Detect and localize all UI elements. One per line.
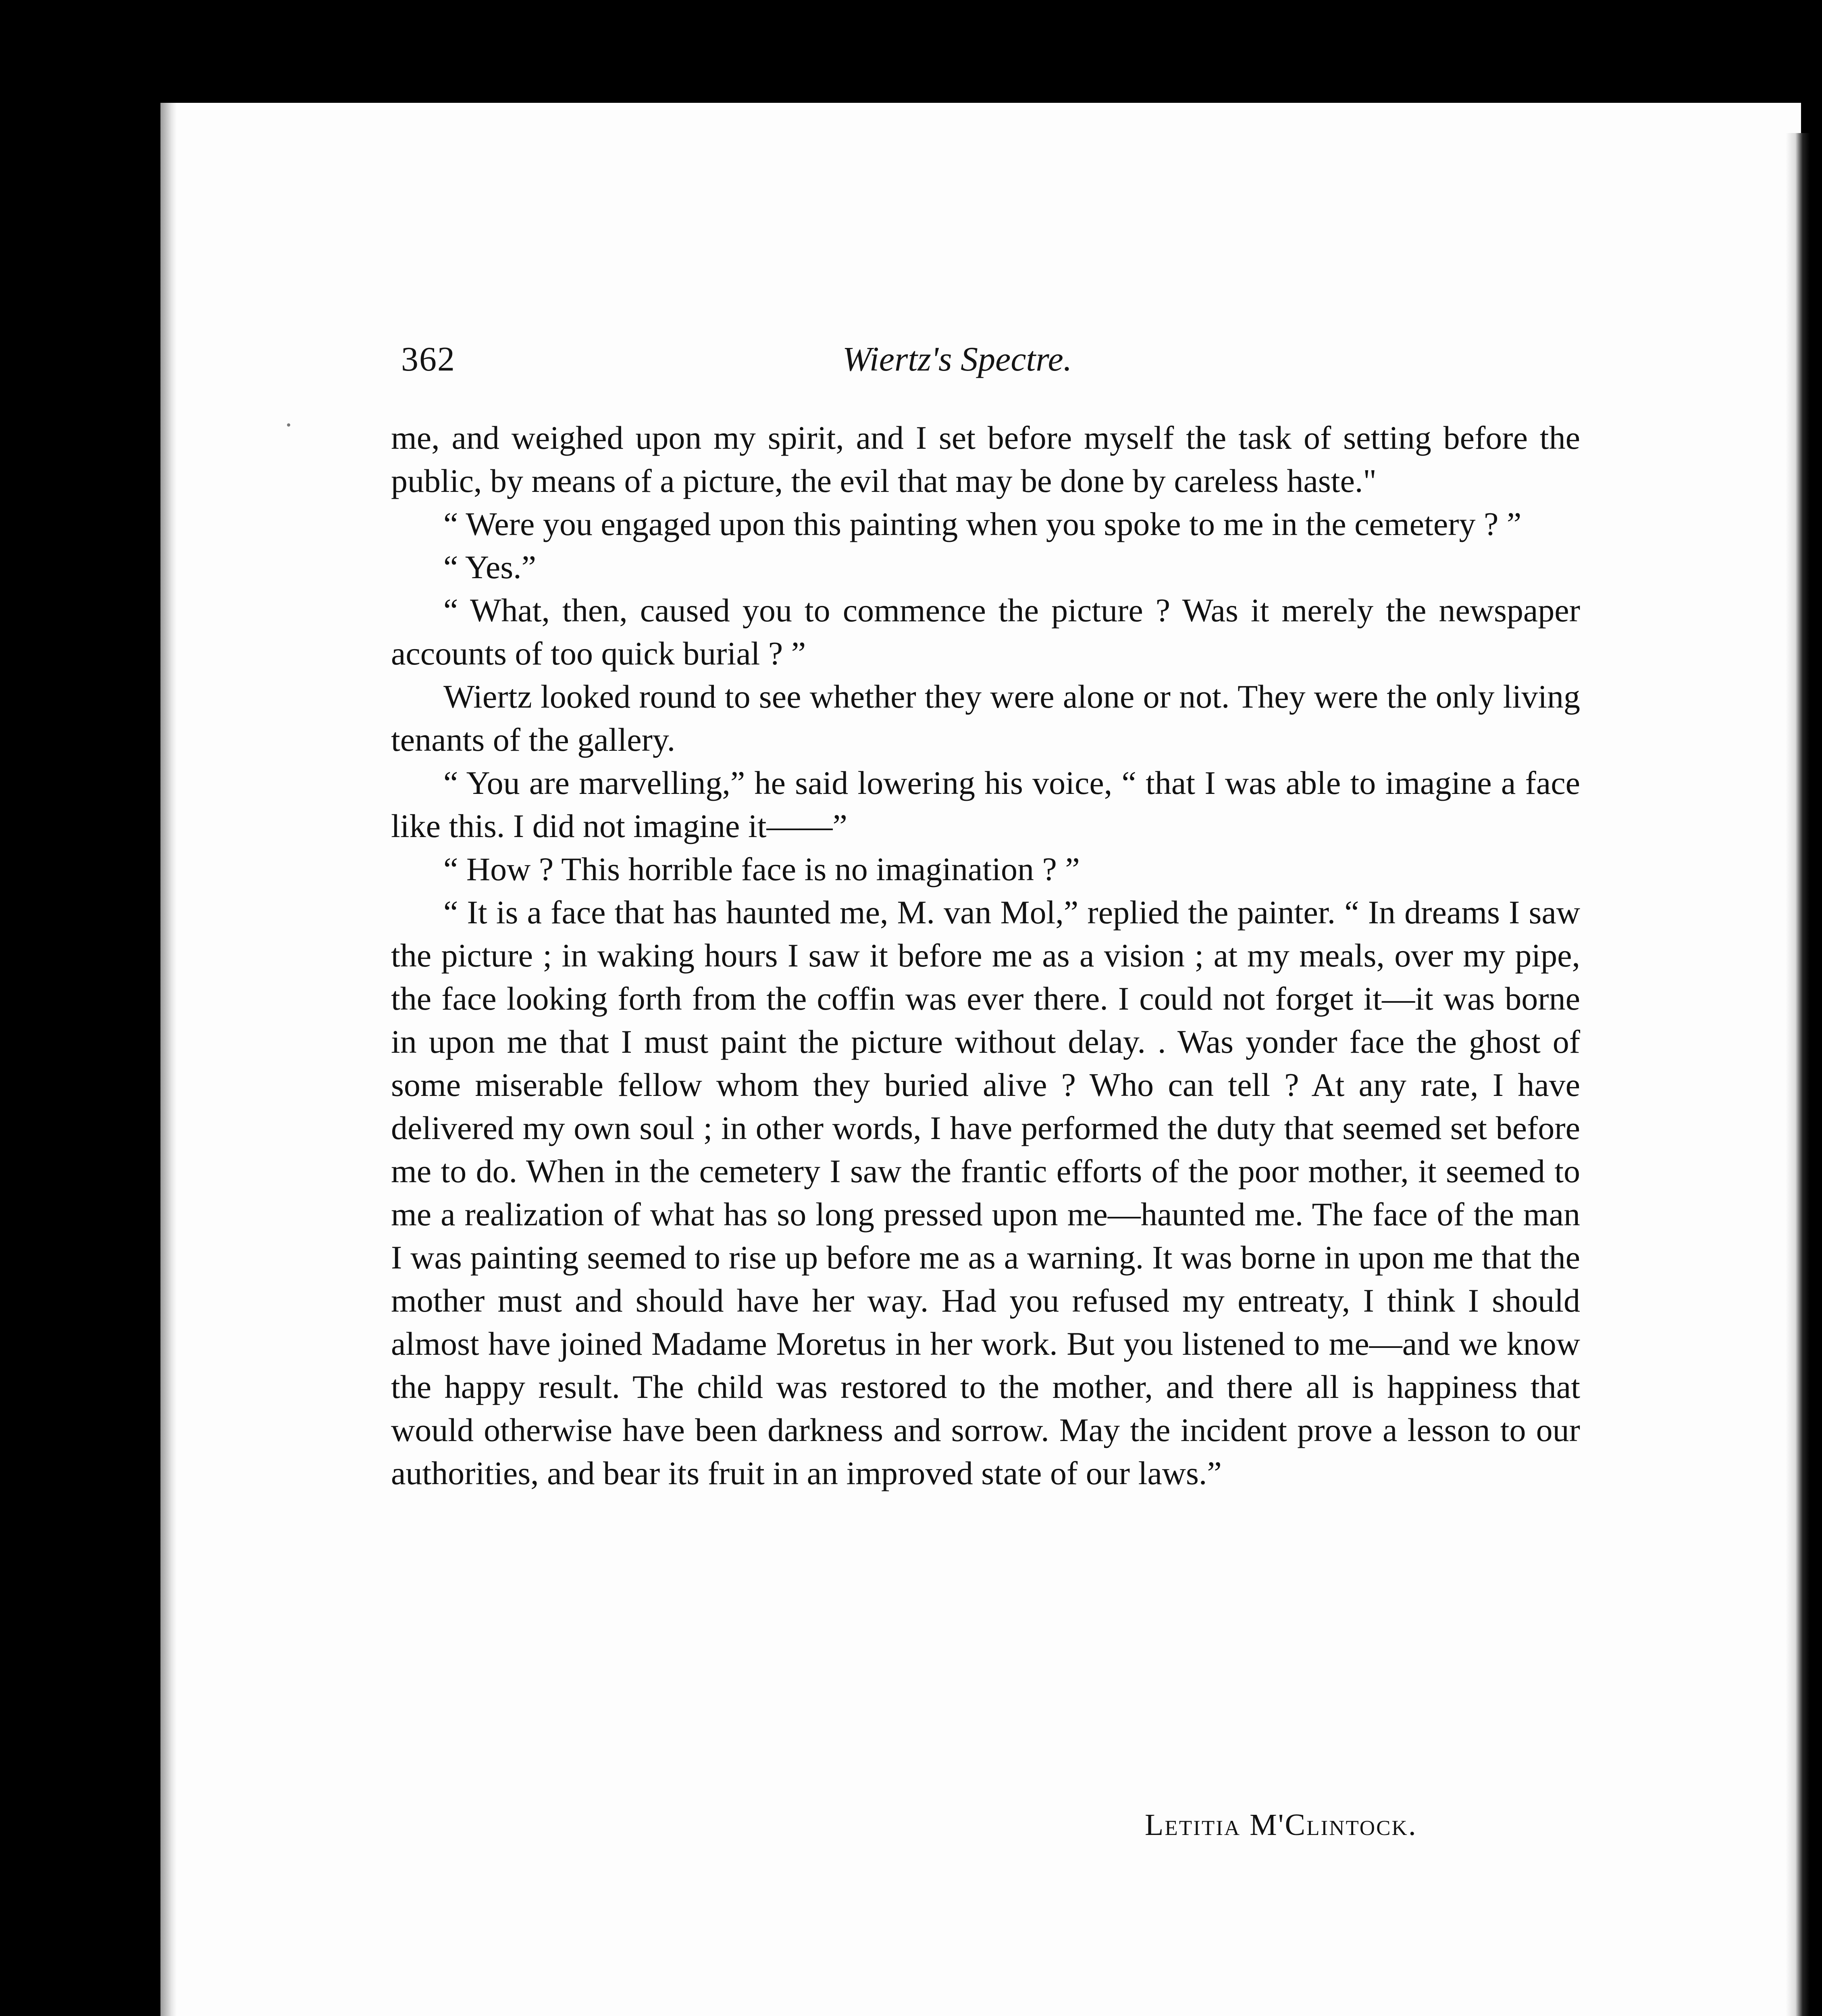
- paragraph: “ It is a face that has haunted me, M. van Mol,” replied the painter. “ In dreams I saw the picture ; in waking hours I saw it before me as a vision ; at my meals, over my pipe, the face looking forth from the coffin was ever there. I could not forget it—it was borne in upon me that I must paint the picture without delay. . Was yonder face the ghost of some miserable fellow whom they buried alive ? Who can tell ? At any rate, I have delivered my own soul ; in other words, I have performed the duty that seemed set before me to do. When in the cemetery I saw the frantic efforts of the poor mother, it seemed to me a realization of what has so long pressed upon me—haunted me. The face of the man I was painting seemed to rise up before me as a warning. It was borne in upon me that the mother must and should have her way. Had you refused my entreaty, I think I should almost have joined Madame Moretus in her work. But you listened to me—and we know the happy result. The child was restored to the mother, and there all is happiness that would otherwise have been darkness and sorrow. May the incident prove a lesson to our authorities, and bear its fruit in an improved state of our laws.”: [391, 894, 1580, 1491]
- paragraph: “ What, then, caused you to commence the picture ? Was it merely the newspaper accounts of too quick burial ? ”: [391, 592, 1580, 672]
- running-title: Wiertz's Spectre.: [842, 339, 1072, 378]
- paragraph: “ How ? This horrible face is no imagination ? ”: [443, 851, 1080, 887]
- paragraph: “ You are marvelling,” he said lowering his voice, “ that I was able to imagine a face like this. I did not imagine it——”: [391, 764, 1580, 844]
- binding-gutter: [160, 103, 177, 2016]
- speck-mark: [287, 423, 290, 427]
- page-number: 362: [401, 339, 456, 378]
- running-head: [401, 339, 1151, 383]
- paragraph: “ Yes.”: [443, 549, 537, 585]
- page-edge: [1786, 133, 1810, 2016]
- body-text: [391, 416, 1580, 1495]
- paragraph: Wiertz looked round to see whether they were alone or not. They were the only living tenants of the gallery.: [391, 678, 1580, 758]
- author-signature: Letitia M'Clintock.: [1145, 1808, 1417, 1842]
- paragraph: me, and weighed upon my spirit, and I set before myself the task of setting before the public, by means of a picture, the evil that may be done by careless haste.": [391, 419, 1580, 499]
- paragraph: “ Were you engaged upon this painting when you spoke to me in the cemetery ? ”: [443, 506, 1522, 542]
